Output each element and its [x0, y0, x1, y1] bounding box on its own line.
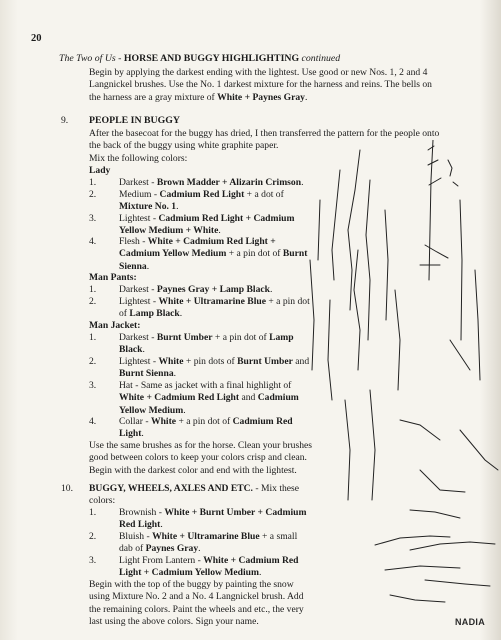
list-item: Darkest - Paynes Gray + Lamp Black. — [119, 284, 273, 295]
section-10-closing: Begin with the top of the buggy by painting the snow using Mixture No. 2 and a No. 4 Langnickel brush. Add the remaining colors. Paint the wheels and etc., the very last using the above colors. Sign your name. — [89, 579, 304, 627]
book-page: 20 The Two of Us - HORSE AND BUGGY HIGHLIGHTING continued Begin by applying the darkest ending with the lightest. Use good or new Nos. 1, 2 and 4 Langnickel brushes. Use the No. 1 darkest mixture for the harness and reins. The bells on the harness are a gray mixture of White + Paynes Gray. 9. PEOPLE IN BUGGY After the basecoat for the buggy has dried, I then transferred the pattern for the people onto the back of the buggy using white graphite paper. Mix the following colors: Lady 1. Darkest - Brown Madder + Alizarin Crimson. 2. Medium - Cadmium Red Light + a dot of Mixture No. 1. 3. Lightest - Cadmium Red Light + Cadmium Yellow Medium + White. 4. Flesh - White + Cadmium Red Light + Cadmium Yellow Medium + a pin dot of Burnt Sienna. Man Pants: 1. Darkest - Paynes Gray + Lamp Black. 2. Lightest - White + Ultramarine Blue + a pin dot of Lamp Black. Man Jacket: 1. Darkest - Burnt Umber + a pin dot of Lamp Black. 2. Lightest - White + pin dots of Burnt Umber and Burnt Sienna. 3. Hat - Same as jacket with a final highlight of White + Cadmium Red Light and Cadmium Yellow Medium. 4. Collar - White + a pin dot of Cadmium Red Light. Use the same brushes as for the horse. Clean your brushes good between colors to keep your colors crisp and clean. Begin with the darkest color and end with the lightest. 10. BUGGY, WHEELS, AXLES AND ETC. - Mix these colors: 1. Brownish - White + Burnt Umber + Cadmium Red Light. 2. Bluish - White + Ultramarine Blue + a small dab of Paynes Gray. 3. Light From Lantern - White + Cadmium Red Light + Cadmium Yellow Medium. Begin with the top of the buggy by painting the snow using Mixture No. 2 and a No. 4 Langnickel brush. Add the remaining colors. Paint the wheels and etc., the very last using the above colors. Sign your name. NADIA — [0, 0, 501, 640]
list-item: Medium - Cadmium Red Light + a dot of Mixture No. 1. — [119, 189, 284, 213]
section-10-heading: BUGGY, WHEELS, AXLES AND ETC. - Mix these colors: — [89, 483, 300, 507]
page-number: 20 — [31, 33, 42, 44]
section-9-closing: Use the same brushes as for the horse. Clean your brushes good between colors to keep your colors crisp and clean. Begin with the darkest color and end with the lightest. — [89, 440, 312, 476]
watermark-label: NADIA — [455, 617, 485, 627]
section-10-number: 10. — [61, 483, 73, 494]
list-item: Flesh - White + Cadmium Red Light + Cadmium Yellow Medium + a pin dot of Burnt Sienna. — [119, 236, 308, 272]
list-item: Light From Lantern - White + Cadmium Red Light + Cadmium Yellow Medium. — [119, 555, 299, 579]
intro-paragraph: Begin by applying the darkest ending with the lightest. Use good or new Nos. 1, 2 and 4 Langnickel brushes. Use the No. 1 darkest mixture for the harness and reins. The bells on the harness are a gray mixture of White + Paynes Gray. — [89, 67, 432, 103]
tree-sketch-illustration — [300, 140, 501, 610]
list-item: Darkest - Burnt Umber + a pin dot of Lamp Black. — [119, 332, 294, 356]
list-item: Hat - Same as jacket with a final highlight of White + Cadmium Red Light and Cadmium Yellow Medium. — [119, 380, 299, 416]
list-item: Lightest - White + pin dots of Burnt Umber and Burnt Sienna. — [119, 356, 310, 380]
list-item: Darkest - Brown Madder + Alizarin Crimson. — [119, 177, 304, 188]
list-item: Collar - White + a pin dot of Cadmium Red Light. — [119, 416, 293, 440]
section-9-intro: After the basecoat for the buggy has dried, I then transferred the pattern for the people onto the back of the buggy using white graphite paper. Mix the following colors: — [89, 128, 440, 164]
heading-continued: continued — [301, 53, 341, 64]
series-name: The Two of Us — [59, 53, 116, 64]
section-9-title: PEOPLE IN BUGGY — [89, 115, 180, 126]
man-pants-label: Man Pants: — [89, 272, 137, 283]
section-heading: The Two of Us - HORSE AND BUGGY HIGHLIGHTING continued — [59, 53, 341, 64]
list-item: Lightest - White + Ultramarine Blue + a pin dot of Lamp Black. — [119, 296, 310, 320]
lady-label: Lady — [89, 165, 111, 176]
heading-title: HORSE AND BUGGY HIGHLIGHTING — [123, 53, 300, 64]
man-jacket-label: Man Jacket: — [89, 320, 141, 331]
section-10-title: BUGGY, WHEELS, AXLES AND ETC. — [89, 483, 253, 494]
section-9-number: 9. — [61, 115, 69, 126]
list-item: Lightest - Cadmium Red Light + Cadmium Yellow Medium + White. — [119, 213, 295, 237]
list-item: Bluish - White + Ultramarine Blue + a small dab of Paynes Gray. — [119, 531, 298, 555]
list-item: Brownish - White + Burnt Umber + Cadmium Red Light. — [119, 507, 307, 531]
